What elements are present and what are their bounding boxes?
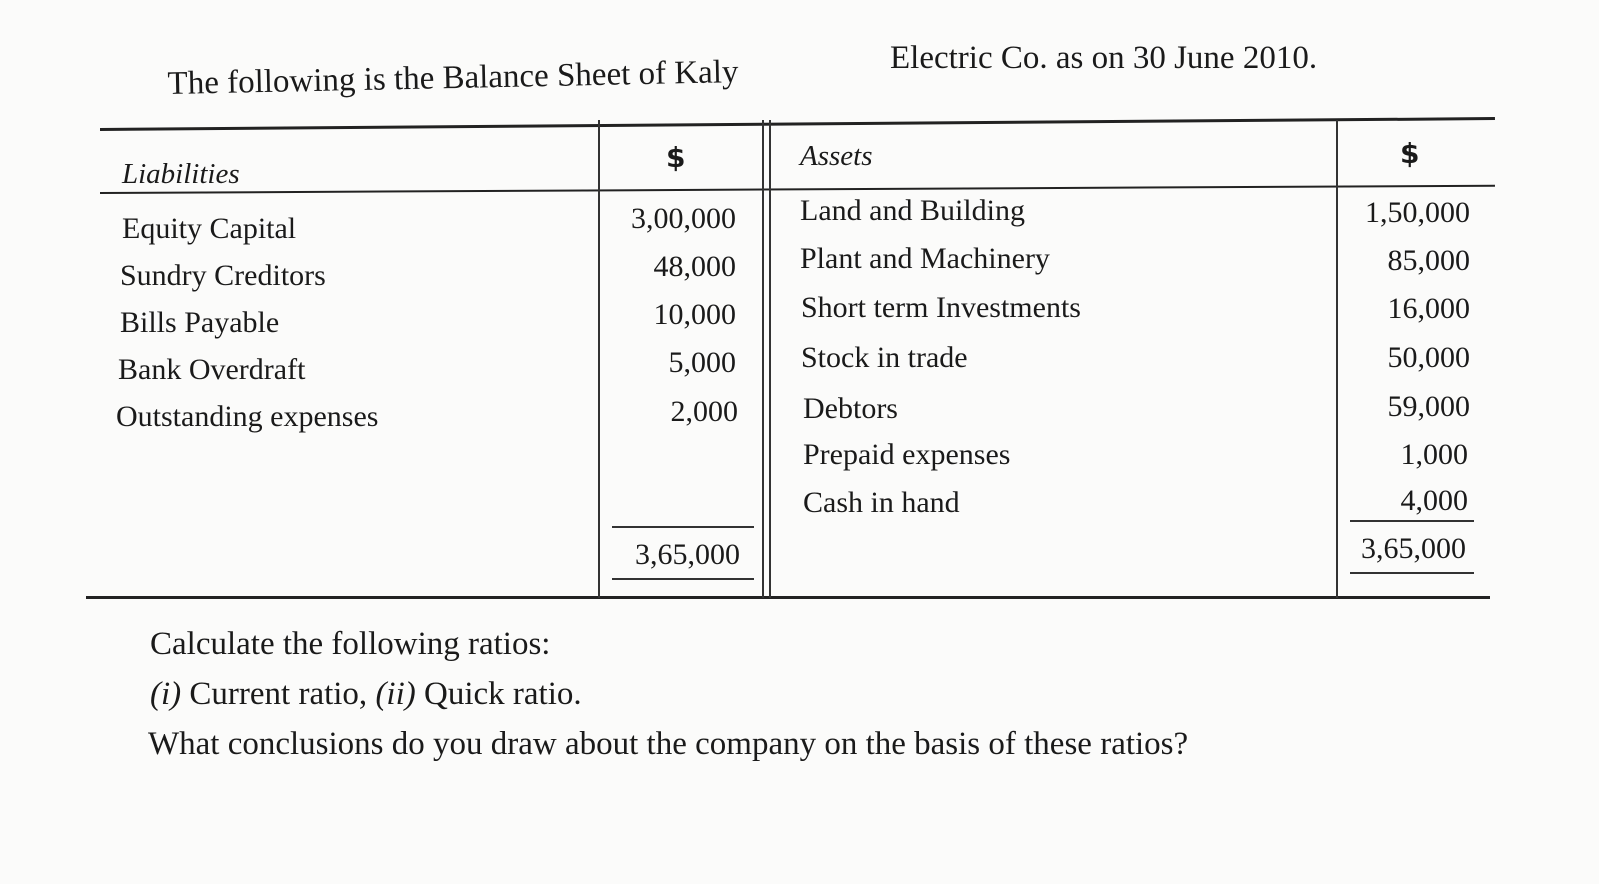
liability-amount: 10,000 — [653, 298, 736, 331]
intro-part-1: The following is the Balance Sheet of Kaly — [167, 54, 739, 103]
asset-name: Land and Building — [800, 194, 1025, 227]
asset-name: Stock in trade — [801, 341, 968, 374]
asset-name: Short term Investments — [801, 291, 1081, 324]
assets-currency-header: $ — [1400, 137, 1420, 170]
ratio-number: (ii) — [375, 676, 416, 712]
table-top-rule — [100, 117, 1495, 131]
ratio-number: (i) — [150, 676, 182, 712]
column-divider — [762, 120, 764, 598]
liability-name: Bills Payable — [120, 306, 280, 339]
asset-name: Debtors — [803, 392, 898, 425]
asset-name: Cash in hand — [803, 486, 960, 519]
asset-amount: 1,50,000 — [1365, 196, 1470, 229]
liability-name: Equity Capital — [122, 212, 297, 245]
liability-amount: 48,000 — [653, 250, 736, 283]
liability-amount: 3,00,000 — [631, 202, 736, 235]
asset-name: Prepaid expenses — [803, 438, 1011, 471]
question-line-1: Calculate the following ratios: — [150, 626, 551, 662]
question-line-2 — [150, 678, 582, 711]
table-header-rule — [100, 185, 1495, 194]
liabilities-total-underline — [612, 578, 754, 580]
asset-amount: 4,000 — [1400, 484, 1468, 517]
liability-name: Sundry Creditors — [120, 259, 326, 292]
table-bottom-rule — [86, 596, 1490, 599]
assets-total-underline — [1350, 572, 1474, 574]
ratio-text: Quick ratio. — [415, 676, 582, 712]
balance-sheet-table — [100, 118, 1495, 598]
question-line-3: What conclusions do you draw about the company on the basis of these ratios? — [148, 726, 1189, 762]
liabilities-total-rule — [612, 526, 754, 528]
asset-amount: 85,000 — [1387, 244, 1470, 277]
asset-amount: 59,000 — [1387, 390, 1470, 423]
asset-amount: 50,000 — [1387, 341, 1470, 374]
liability-amount: 5,000 — [668, 346, 736, 379]
liabilities-currency-header: $ — [666, 141, 686, 174]
assets-total: 3,65,000 — [1361, 532, 1466, 565]
assets-total-rule — [1350, 520, 1474, 522]
assets-header: Assets — [800, 140, 873, 172]
liability-amount: 2,000 — [670, 395, 738, 428]
liabilities-total: 3,65,000 — [635, 538, 740, 571]
liability-name: Bank Overdraft — [118, 353, 306, 386]
intro-part-2: Electric Co. as on 30 June 2010. — [890, 40, 1318, 76]
liabilities-header: Liabilities — [122, 158, 240, 190]
asset-name: Plant and Machinery — [800, 242, 1050, 275]
column-divider — [769, 120, 771, 598]
ratio-text: Current ratio, — [181, 676, 376, 712]
asset-amount: 1,000 — [1400, 438, 1468, 471]
liability-name: Outstanding expenses — [116, 400, 379, 433]
asset-amount: 16,000 — [1387, 292, 1470, 325]
